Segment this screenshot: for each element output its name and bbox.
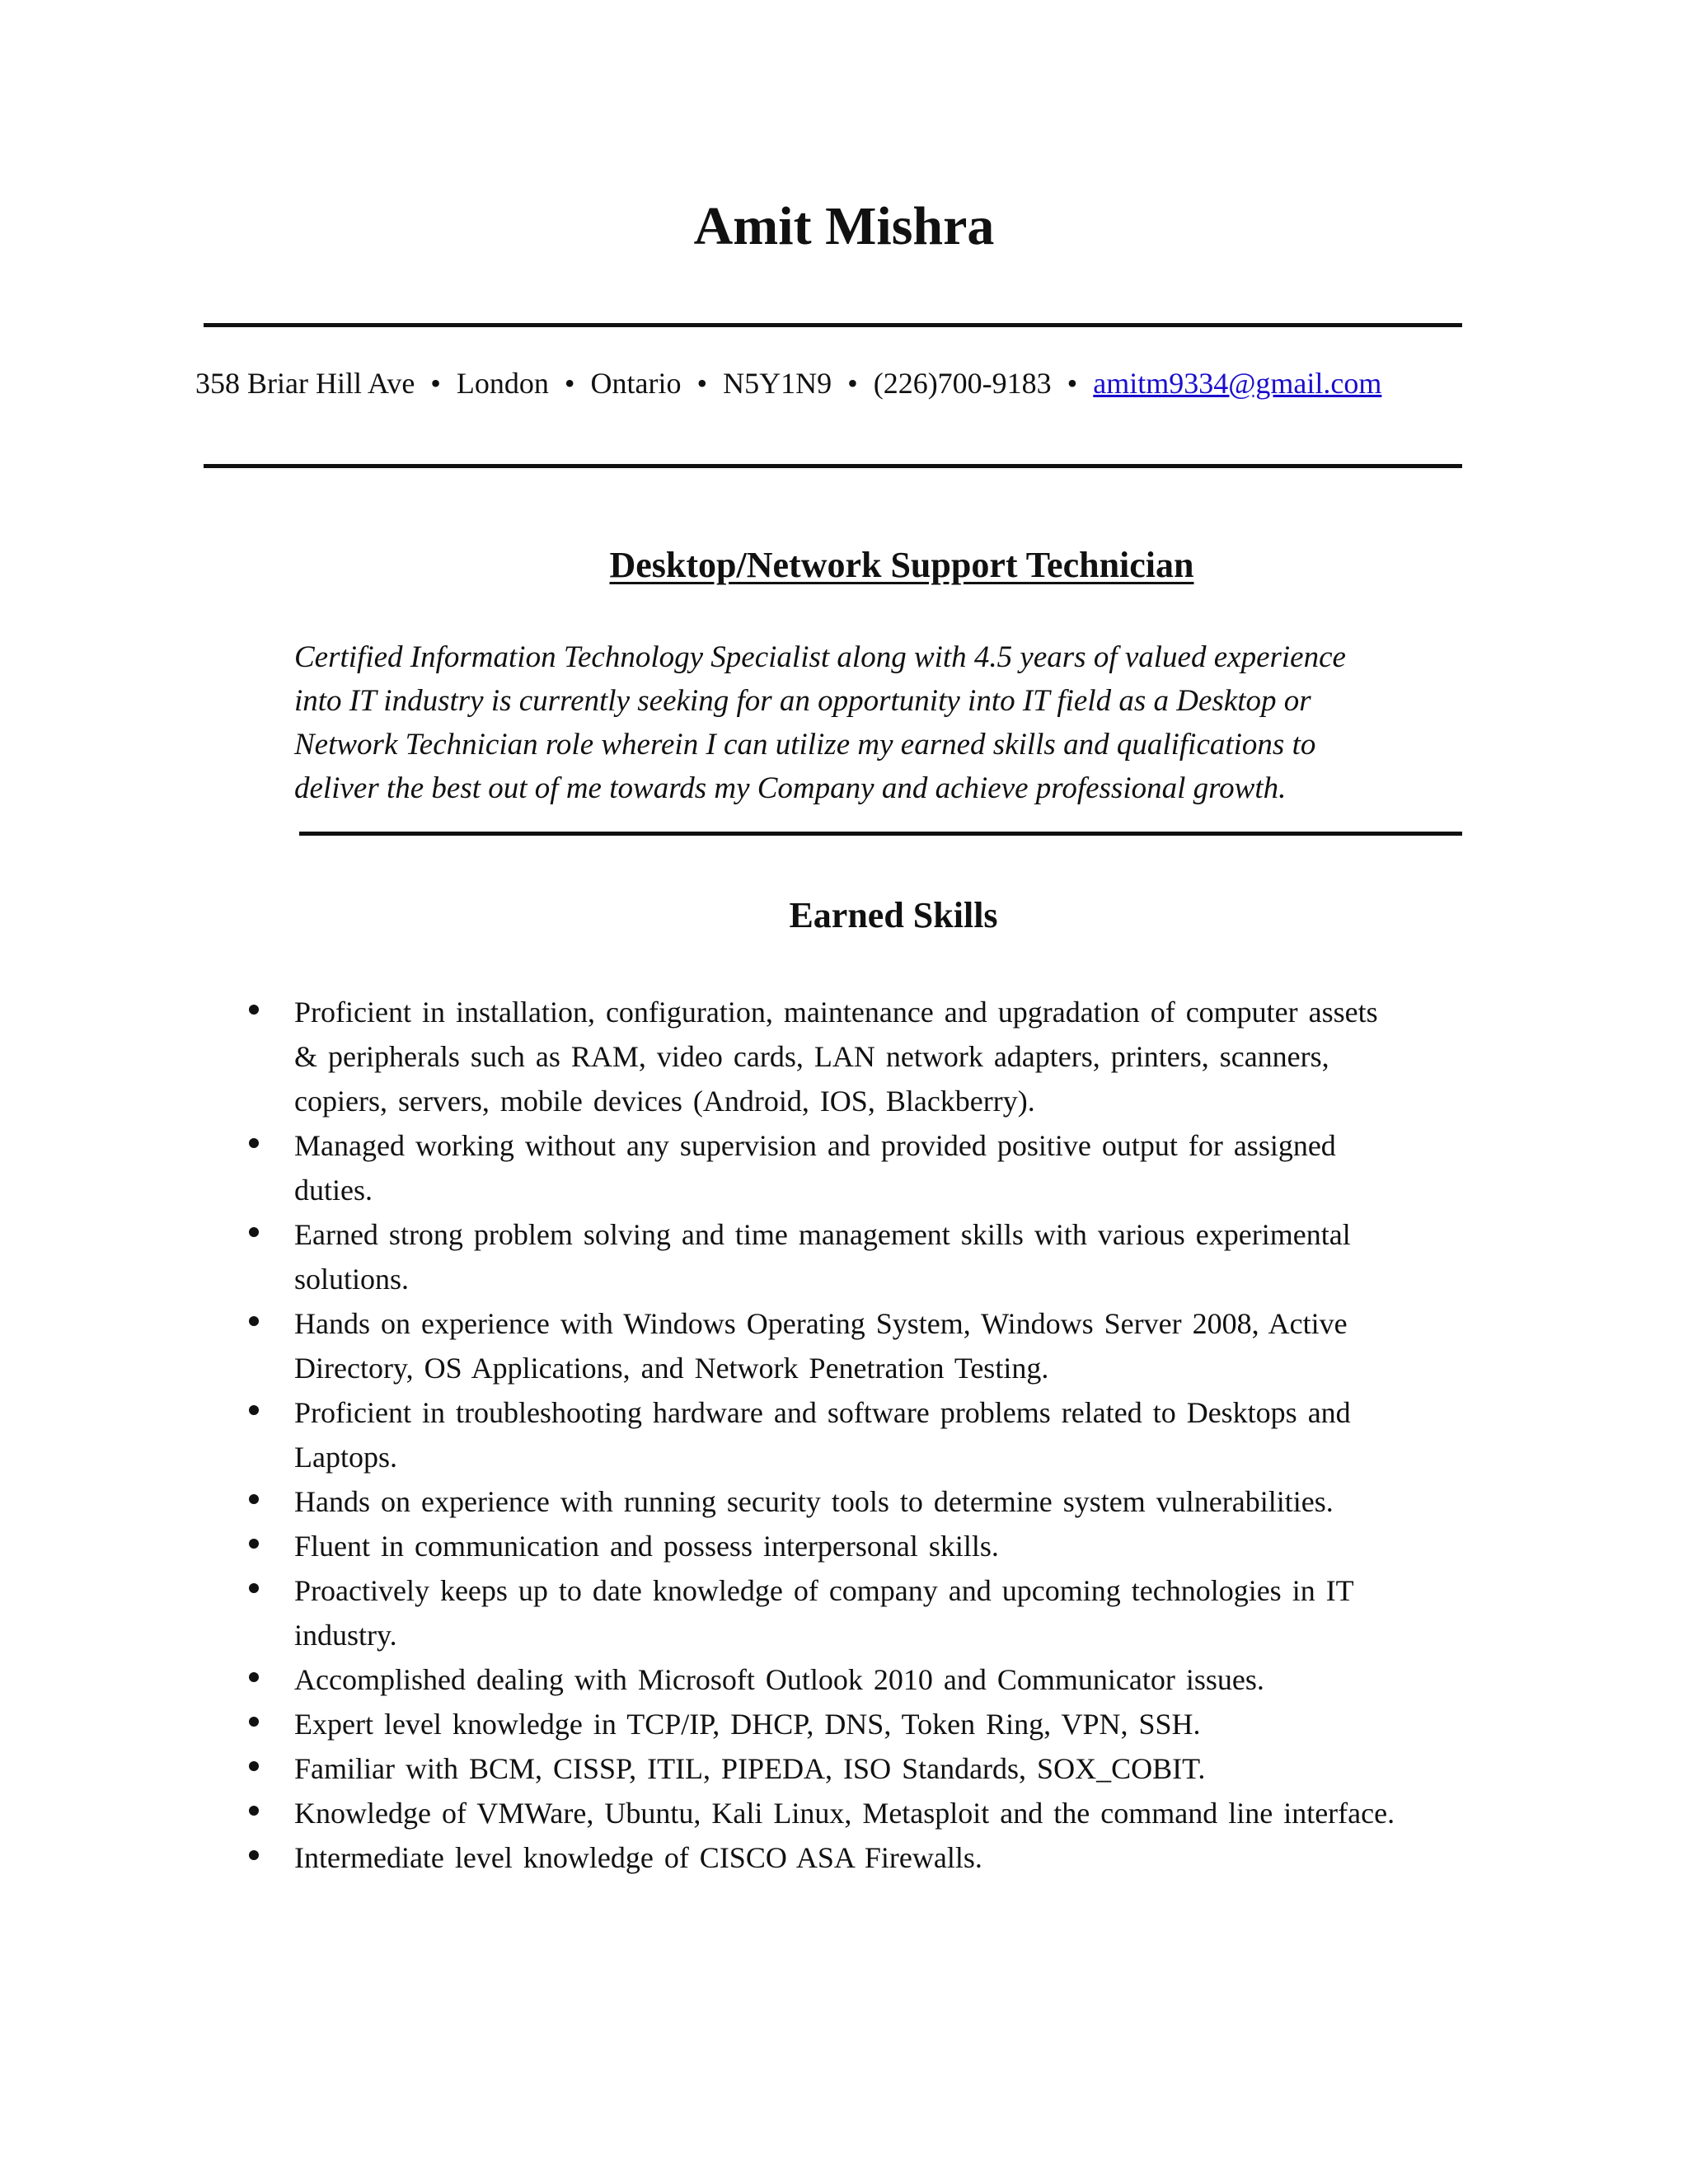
divider-objective bbox=[299, 832, 1462, 836]
bullet-icon bbox=[249, 1005, 259, 1015]
contact-province: Ontario bbox=[590, 367, 682, 400]
skill-line: Hands on experience with Windows Operating System, Windows Server 2008, Active bbox=[294, 1307, 1348, 1340]
skill-item bbox=[294, 1390, 1473, 1479]
contact-separator: • bbox=[1067, 367, 1078, 400]
skills-heading: Earned Skills bbox=[789, 895, 998, 935]
contact-postal-code: N5Y1N9 bbox=[723, 367, 832, 400]
objective-line: into IT industry is currently seeking for an opportunity into IT field as a Desktop or bbox=[294, 684, 1311, 718]
contact-separator: • bbox=[564, 367, 575, 400]
skill-line: Hands on experience with running security tools to determine system vulnerabilities. bbox=[294, 1485, 1334, 1518]
divider-contact bbox=[204, 464, 1462, 468]
skills-heading-wrapper bbox=[0, 893, 1688, 939]
skill-line: & peripherals such as RAM, video cards, LAN network adapters, printers, scanners, bbox=[294, 1040, 1329, 1073]
bullet-icon bbox=[249, 1717, 259, 1727]
objective-heading: Desktop/Network Support Technician bbox=[609, 545, 1194, 585]
bullet-icon bbox=[249, 1227, 259, 1237]
bullet-icon bbox=[249, 1405, 259, 1415]
bullet-icon bbox=[249, 1138, 259, 1148]
skill-line: copiers, servers, mobile devices (Android, IOS, Blackberry). bbox=[294, 1085, 1035, 1118]
skill-item bbox=[294, 1524, 1473, 1568]
contact-phone: (226)700-9183 bbox=[873, 367, 1052, 400]
divider-top bbox=[204, 323, 1462, 327]
skill-line: Familiar with BCM, CISSP, ITIL, PIPEDA, ISO Standards, SOX_COBIT. bbox=[294, 1752, 1206, 1785]
contact-address: 358 Briar Hill Ave bbox=[195, 367, 415, 400]
skill-line: Fluent in communication and possess interpersonal skills. bbox=[294, 1530, 999, 1563]
objective-line: Network Technician role wherein I can utilize my earned skills and qualifications to bbox=[294, 728, 1316, 762]
contact-separator: • bbox=[847, 367, 858, 400]
bullet-icon bbox=[249, 1316, 259, 1326]
contact-email-link[interactable]: amitm9334@gmail.com bbox=[1093, 367, 1382, 400]
skill-item bbox=[294, 1702, 1473, 1746]
objective-line: Certified Information Technology Specialist along with 4.5 years of valued experience bbox=[294, 640, 1346, 674]
skill-line: Accomplished dealing with Microsoft Outlook 2010 and Communicator issues. bbox=[294, 1663, 1264, 1696]
skill-item bbox=[294, 1746, 1473, 1791]
bullet-icon bbox=[249, 1494, 259, 1504]
skill-line: Earned strong problem solving and time management skills with various experimental bbox=[294, 1218, 1351, 1251]
bullet-icon bbox=[249, 1806, 259, 1816]
objective-paragraph bbox=[294, 635, 1473, 810]
skill-item bbox=[294, 1791, 1473, 1835]
skill-line: Expert level knowledge in TCP/IP, DHCP, DNS, Token Ring, VPN, SSH. bbox=[294, 1708, 1201, 1741]
skill-line: solutions. bbox=[294, 1263, 410, 1296]
skill-line: Directory, OS Applications, and Network Penetration Testing. bbox=[294, 1352, 1049, 1385]
skills-list bbox=[294, 990, 1473, 1880]
contact-city: London bbox=[456, 367, 549, 400]
skill-item bbox=[294, 1123, 1473, 1212]
skill-item bbox=[294, 1657, 1473, 1702]
skill-item bbox=[294, 1212, 1473, 1301]
skill-line: Proactively keeps up to date knowledge of company and upcoming technologies in IT bbox=[294, 1574, 1354, 1607]
contact-line bbox=[195, 363, 1381, 403]
bullet-icon bbox=[249, 1583, 259, 1593]
bullet-icon bbox=[249, 1539, 259, 1549]
contact-separator: • bbox=[430, 367, 441, 400]
skill-line: Proficient in troubleshooting hardware and software problems related to Desktops and bbox=[294, 1396, 1351, 1429]
skill-line: Knowledge of VMWare, Ubuntu, Kali Linux, Metasploit and the command line interface. bbox=[294, 1797, 1395, 1830]
skill-line: duties. bbox=[294, 1174, 373, 1207]
skill-item bbox=[294, 1301, 1473, 1390]
skill-line: Managed working without any supervision and provided positive output for assigned bbox=[294, 1129, 1336, 1162]
bullet-icon bbox=[249, 1761, 259, 1771]
candidate-name: Amit Mishra bbox=[693, 196, 995, 256]
skill-line: Proficient in installation, configuration, maintenance and upgradation of computer assets bbox=[294, 996, 1378, 1029]
skill-line: Intermediate level knowledge of CISCO ASA Firewalls. bbox=[294, 1841, 982, 1874]
skill-line: Laptops. bbox=[294, 1441, 397, 1474]
bullet-icon bbox=[249, 1850, 259, 1860]
skill-item bbox=[294, 1568, 1473, 1657]
bullet-icon bbox=[249, 1672, 259, 1682]
skill-item bbox=[294, 1835, 1473, 1880]
skill-line: industry. bbox=[294, 1619, 397, 1652]
skill-item bbox=[294, 990, 1473, 1123]
objective-line: deliver the best out of me towards my Company and achieve professional growth. bbox=[294, 771, 1287, 805]
skill-item bbox=[294, 1479, 1473, 1524]
contact-separator: • bbox=[696, 367, 708, 400]
